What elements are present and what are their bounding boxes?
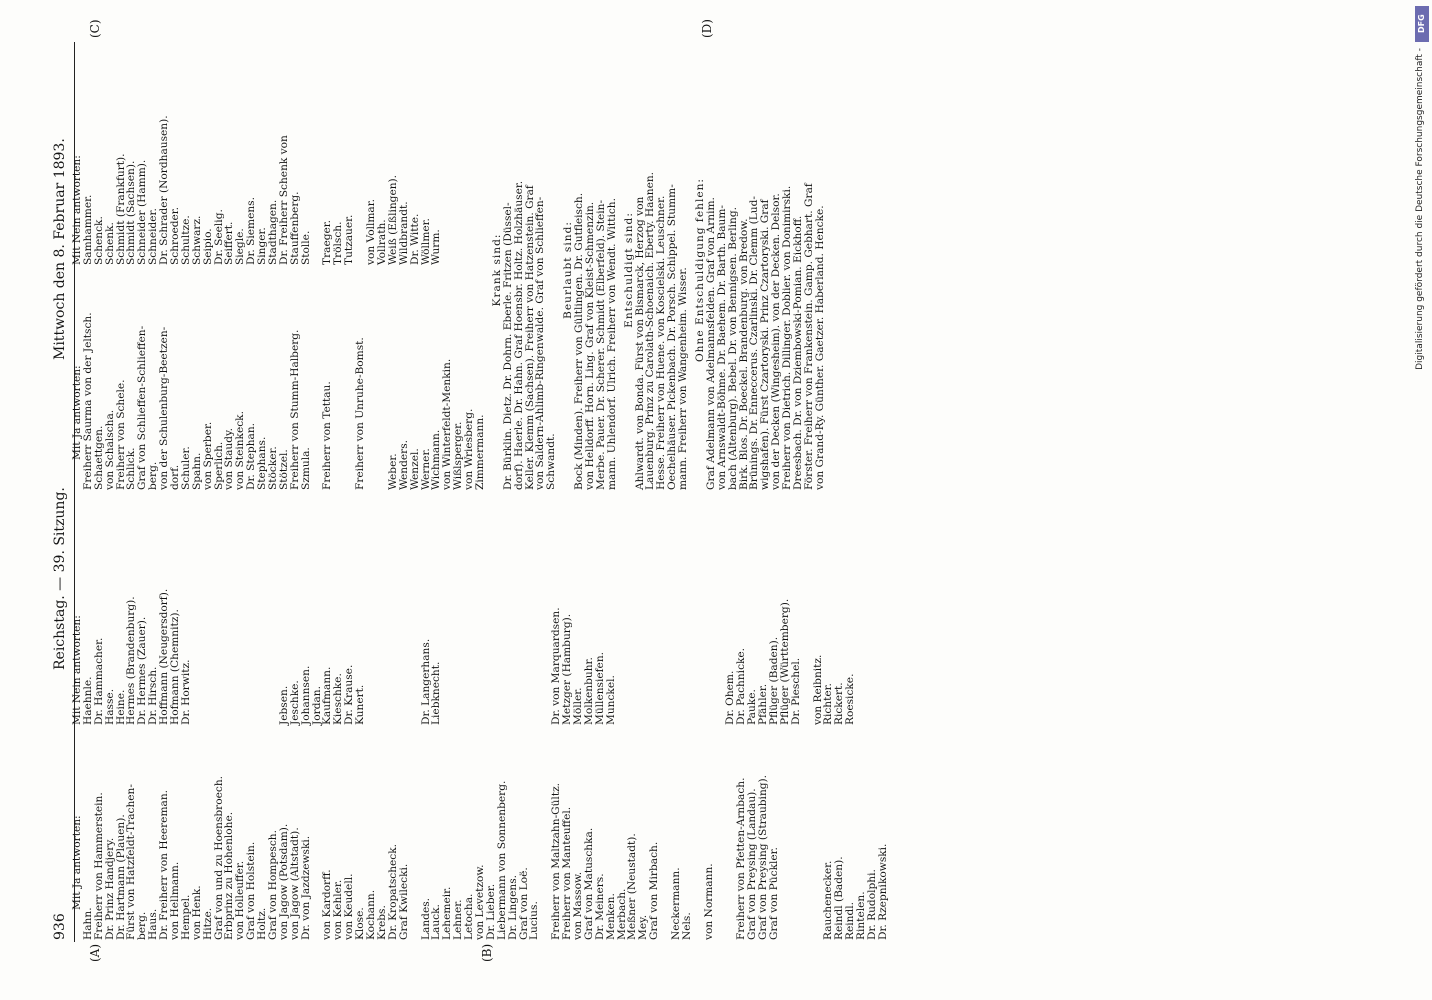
section-line: Keller. Klemm (Sachsen). Freiherr von Hatzenstein. Graf bbox=[523, 185, 536, 490]
table-row bbox=[214, 50, 225, 490]
yes-vote-name: Zimmermann. bbox=[473, 414, 486, 490]
no-vote-name: Dr. Hammacher. bbox=[92, 637, 105, 725]
yes-vote-name: Kochann. bbox=[365, 889, 378, 940]
yes-vote-name: Erbprinz zu Hohenlohe. bbox=[223, 811, 236, 940]
no-vote-name: Heine. bbox=[114, 689, 127, 725]
no-vote-name: Richter. bbox=[822, 683, 835, 725]
yes-vote-name: von Schalscha. bbox=[103, 409, 116, 490]
yes-vote-name: Dr. Lieber. bbox=[484, 883, 497, 940]
margin-marker-c: (C) bbox=[88, 19, 102, 38]
table-row bbox=[442, 520, 453, 940]
no-vote-name: Liebknecht. bbox=[430, 661, 443, 725]
yes-vote-name: Dr. von Jazdzewski. bbox=[299, 835, 312, 940]
no-vote-name: Siegle. bbox=[234, 228, 247, 265]
table-row bbox=[322, 50, 333, 490]
no-vote-name: Dr. Hermes (Zauer). bbox=[136, 616, 149, 725]
table-row bbox=[257, 50, 268, 490]
section-line: Schwandt. bbox=[545, 433, 558, 490]
page-header bbox=[52, 0, 72, 1000]
table-row bbox=[301, 520, 312, 940]
table-row bbox=[649, 520, 660, 940]
yes-vote-name: Lauck. bbox=[430, 904, 443, 940]
no-vote-name: Dr. Freiherr Schenk von bbox=[277, 135, 290, 265]
yes-vote-name: Dr. Kropatscheck. bbox=[386, 843, 399, 940]
yes-vote-name: Dr. Rudolphi. bbox=[866, 869, 879, 940]
table-row bbox=[322, 520, 333, 940]
no-vote-name: Pflüger (Baden). bbox=[768, 636, 780, 725]
yes-vote-name: Lehemeir. bbox=[441, 886, 454, 940]
yes-vote-name: Weber. bbox=[386, 453, 399, 490]
table-row bbox=[791, 520, 802, 940]
no-vote-name: Metzger (Hamburg). bbox=[561, 613, 574, 725]
yes-vote-name: Letocha. bbox=[463, 893, 476, 940]
yes-vote-name: Wichmann. bbox=[430, 429, 443, 490]
no-vote-name: Haehnle. bbox=[81, 676, 94, 725]
yes-vote-name: Dr. Hartmann (Plauen). bbox=[114, 814, 127, 940]
yes-vote-name: Stötzel. bbox=[277, 449, 290, 490]
yes-vote-name: von Holleuffer. bbox=[234, 860, 247, 940]
yes-vote-name: Freiherr von Stumm-Halberg. bbox=[288, 329, 301, 490]
no-vote-name: von Vollmar. bbox=[365, 198, 378, 265]
no-vote-name: Stadthagen. bbox=[267, 199, 280, 265]
section-line: Dreesbach. Dr. von Dziembowski-Pomian. Eickhoff. bbox=[792, 215, 804, 490]
no-vote-name: Stauffenberg. bbox=[288, 191, 301, 265]
yes-vote-name: Schaettgen. bbox=[92, 425, 105, 490]
yes-vote-name: Graf von Loë. bbox=[517, 867, 530, 940]
no-vote-name: Möller. bbox=[571, 687, 584, 725]
section-line: Ahlwardt. von Bonda. Fürst von Bismarck, Herzog von bbox=[633, 196, 646, 490]
no-vote-name: Pfähler. bbox=[757, 683, 770, 725]
yes-heading: Mit Ja antworten: bbox=[71, 815, 83, 910]
table-row bbox=[246, 50, 257, 490]
section-line: Birk. Blos. Dr. Boeckel. Brandenburg. von Bredow. bbox=[737, 218, 750, 490]
no-vote-name: Samhammer. bbox=[81, 194, 94, 265]
yes-vote-name: von Jagow (Potsdam). bbox=[277, 823, 290, 940]
table-row bbox=[181, 520, 192, 940]
no-vote-name: Molkenbuhr. bbox=[582, 657, 595, 725]
yes-vote-name: Freiherr Saurma von der Jeltsch. bbox=[81, 312, 94, 490]
table-row bbox=[878, 520, 889, 940]
yes-vote-name: Wenders. bbox=[397, 439, 410, 490]
table-row bbox=[181, 50, 192, 490]
no-vote-name: Johannsen. bbox=[299, 665, 312, 725]
no-vote-name: von Reibnitz. bbox=[811, 654, 824, 725]
yes-vote-name: Lucius. bbox=[528, 901, 541, 940]
no-vote-name: Jeschke. bbox=[288, 680, 301, 725]
section-title: Krank sind: bbox=[490, 233, 503, 307]
no-vote-name: Hasse. bbox=[103, 688, 116, 725]
no-vote-name: Pauke. bbox=[746, 689, 759, 725]
table-row bbox=[399, 50, 410, 490]
no-vote-name: Schmidt (Frankfurt). bbox=[114, 153, 127, 265]
no-vote-name: Kaufmann. bbox=[321, 666, 334, 725]
yes-vote-name: Dr. Prinz Handjery. bbox=[103, 837, 116, 940]
table-row bbox=[301, 50, 312, 490]
yes-vote-name: Graf von und zu Hoensbroech. bbox=[212, 775, 225, 940]
table-row bbox=[410, 50, 421, 490]
yes-vote-name: von Kardorff. bbox=[321, 869, 334, 940]
table-row bbox=[137, 520, 148, 940]
section-line: mann. Uhlendorf. Ulrich. Freiherr von Wendt. Wittich. bbox=[605, 198, 618, 490]
no-heading: Mit Nein antworten: bbox=[71, 615, 83, 725]
yes-vote-name: von Levetzow. bbox=[473, 864, 486, 940]
yes-vote-name: Dr. Stephan. bbox=[245, 422, 258, 490]
no-vote-name: Schneider (Hamm). bbox=[136, 159, 149, 265]
yes-vote-name: von Massow. bbox=[571, 871, 584, 940]
no-vote-name: Kunert. bbox=[354, 684, 367, 725]
yes-vote-name: Graf von Holstein. bbox=[245, 841, 258, 940]
table-row bbox=[769, 520, 780, 940]
table-row bbox=[290, 50, 301, 490]
table-row bbox=[780, 520, 791, 940]
no-vote-name: Roesicke. bbox=[844, 673, 857, 725]
no-vote-name: Singer. bbox=[256, 227, 269, 265]
table-row bbox=[475, 50, 486, 490]
yes-vote-name: Graf von Preysing (Straubing). bbox=[757, 774, 770, 940]
yes-vote-name: Stöcker. bbox=[267, 446, 280, 490]
no-vote-name: Jordan. bbox=[310, 686, 323, 725]
no-vote-name: Kieschke. bbox=[332, 673, 345, 725]
yes-vote-name: Freiherr von Hammerstein. bbox=[92, 792, 105, 940]
no-vote-name: Wöllmer. bbox=[419, 218, 432, 265]
table-row bbox=[595, 520, 606, 940]
yes-vote-name: Haus. bbox=[147, 908, 160, 940]
table-row bbox=[137, 50, 148, 490]
table-row bbox=[203, 50, 214, 490]
right-column bbox=[72, 50, 826, 490]
no-vote-name: Dr. Witte. bbox=[408, 213, 421, 265]
yes-vote-name: Graf von Pückler. bbox=[768, 847, 780, 940]
yes-vote-name: Spahn. bbox=[190, 452, 203, 490]
table-row bbox=[268, 50, 279, 490]
yes-vote-name: von Normann. bbox=[702, 863, 715, 940]
yes-vote-name: von der Schulenburg-Beetzen- bbox=[158, 326, 171, 490]
no-vote-name: Schwarz. bbox=[190, 215, 203, 265]
yes-vote-name: von Kehler. bbox=[332, 879, 345, 940]
table-row bbox=[355, 50, 366, 490]
dfg-attribution: Digitalisierung gefördert durch die Deutsche Forschungsgemeinschaft - bbox=[1415, 48, 1425, 370]
table-row bbox=[431, 520, 442, 940]
yes-vote-name: Szmula. bbox=[299, 447, 312, 490]
no-vote-name: Jebsen. bbox=[277, 685, 290, 725]
yes-vote-name: Freiherr von Maltzahn-Gültz. bbox=[550, 782, 563, 940]
no-vote-name: Dr. Pieschel. bbox=[789, 657, 802, 725]
table-row bbox=[410, 520, 421, 940]
yes-vote-name: Freiherr von Schele. bbox=[114, 379, 127, 490]
table-row bbox=[333, 50, 344, 490]
no-vote-name: Dr. Pachnicke. bbox=[735, 647, 748, 725]
margin-marker-a: (A) bbox=[88, 943, 102, 962]
yes-vote-name: Reindl. bbox=[844, 902, 857, 940]
no-vote-name: Rickert. bbox=[833, 682, 846, 725]
margin-marker-d: (D) bbox=[700, 19, 714, 38]
no-vote-name: Hermes (Brandenburg). bbox=[125, 596, 138, 725]
no-vote-name: Dr. Langerhans. bbox=[419, 638, 432, 725]
section-line: bach (Altenburg). Bebel. Dr. von Bennigsen. Berling. bbox=[726, 207, 739, 490]
no-vote-name: Dr. Horwitz. bbox=[179, 659, 192, 725]
yes-vote-name: Klose. bbox=[354, 907, 367, 940]
page-date: Mittwoch den 8. Februar 1893. bbox=[52, 138, 68, 360]
section-line: von Helldorff. Horn. Ling. Graf von Kleist-Schmenzin. bbox=[583, 201, 596, 490]
yes-vote-name: Meßner (Neustadt). bbox=[626, 833, 639, 940]
section-line: von Saldern-Ahlimb-Ringenwalde. Graf von Schlieffen- bbox=[534, 196, 547, 490]
section-line: von der Decken (Wingesheim). von der Decken. Delsor. bbox=[770, 193, 783, 490]
section-line: Brünings. Dr. Enneccerus. Czarlinski. Dr. Clemm (Lud- bbox=[748, 196, 761, 490]
yes-vote-name: Graf von Preysing (Landau). bbox=[746, 788, 759, 940]
no-vote-name: Dr. von Marquardsen. bbox=[550, 607, 563, 725]
no-vote-name: Vollrath. bbox=[375, 219, 388, 265]
column-heading-row bbox=[72, 520, 83, 940]
table-row bbox=[529, 520, 540, 940]
no-vote-name: Seiffert. bbox=[223, 221, 236, 265]
yes-vote-name: Schuler. bbox=[179, 446, 192, 490]
table-row bbox=[475, 520, 486, 940]
no-vote-name: Hoffmann (Neugersdorf). bbox=[158, 588, 171, 725]
table-row bbox=[366, 520, 377, 940]
table-row bbox=[377, 50, 388, 490]
no-vote-name: Dr. Hirsch. bbox=[147, 666, 160, 725]
table-row bbox=[834, 520, 845, 940]
section-line: Merbe. Pauer. Dr. Scherer. Schmidt (Elberfeld). Stein- bbox=[594, 199, 607, 490]
table-row bbox=[388, 50, 399, 490]
table-row bbox=[355, 520, 366, 940]
section-title: Beurlaubt sind: bbox=[562, 221, 575, 319]
yes-vote-name: Menken. bbox=[604, 893, 617, 940]
table-row bbox=[715, 520, 726, 940]
yes-vote-name: Fürst von Hatzfeldt-Trachen- bbox=[125, 784, 138, 940]
yes-vote-name: Merbach. bbox=[615, 888, 628, 940]
yes-vote-name: Holtz. bbox=[256, 907, 269, 940]
section-line: Dr. Bürklin. Dietz. Dr. Dohrn. Eberle. Fritzen (Düssel- bbox=[501, 202, 514, 490]
table-row bbox=[344, 520, 355, 940]
yes-vote-name: von Jagow (Altstadt). bbox=[288, 827, 301, 940]
table-row bbox=[170, 50, 181, 490]
table-row bbox=[627, 520, 638, 940]
page-title: Reichstag. — 39. Sitzung. bbox=[52, 487, 68, 670]
no-vote-name: Dr. Seelig. bbox=[212, 209, 225, 265]
yes-vote-name: Stephans. bbox=[256, 436, 269, 490]
no-vote-name: Schultze. bbox=[179, 215, 192, 265]
table-row bbox=[170, 520, 181, 940]
yes-vote-name: Reindl (Baden). bbox=[833, 856, 846, 940]
yes-vote-name: Liebermann von Sonnenberg. bbox=[495, 780, 508, 940]
yes-vote-name: von Henk. bbox=[190, 885, 203, 940]
section-line: Graf Adelmann von Adelmannsfelden. Graf von Arnim. bbox=[704, 197, 717, 490]
table-row bbox=[845, 520, 856, 940]
yes-vote-name: Krebs. bbox=[375, 905, 388, 940]
yes-vote-name: Dr. Lingens. bbox=[506, 874, 519, 940]
no-vote-name: Wildbrandt. bbox=[397, 201, 410, 265]
yes-vote-name: Werner. bbox=[419, 448, 432, 490]
yes-vote-name: Graf von Matuschka. bbox=[582, 827, 595, 940]
section-title: Ohne Entschuldigung fehlen: bbox=[693, 178, 706, 362]
section-line: wigshafen). Fürst Czartoryski. Prinz Czartoryski. Graf bbox=[759, 199, 772, 490]
yes-vote-name: Dr. Rzepnikowski. bbox=[876, 843, 889, 940]
no-vote-name: Schroeder. bbox=[169, 206, 182, 265]
no-vote-name: Dr. Siemens. bbox=[245, 197, 258, 265]
yes-vote-name: Graf von Schlieffen-Schlieffen- bbox=[136, 325, 149, 490]
section-line: von Arnswaldt-Böhme. Dr. Baehem. Dr. Barth. Baum- bbox=[715, 205, 728, 490]
yes-vote-name: Rauchenecker. bbox=[822, 860, 835, 940]
yes-vote-name: Graf von Mirbach. bbox=[648, 841, 661, 940]
table-row bbox=[83, 50, 94, 490]
no-vote-name: Schenck. bbox=[92, 216, 105, 265]
no-vote-name: Hofmann (Chemnitz). bbox=[169, 609, 182, 725]
table-row bbox=[802, 520, 813, 940]
table-row bbox=[421, 520, 432, 940]
section-line: Förster. Freiherr von Frankenstein. Gamp. Gebhart. Graf bbox=[802, 183, 815, 490]
yes-vote-name: berg. bbox=[136, 911, 149, 940]
no-vote-name: Dr. Ohem. bbox=[724, 670, 737, 725]
yes-vote-name: Freiherr von Unruhe-Bomst. bbox=[354, 337, 367, 490]
yes-vote-name: Rintelen. bbox=[855, 891, 868, 940]
yes-vote-name: Dr. Meiners. bbox=[593, 873, 606, 940]
no-vote-name: Müllensiefen. bbox=[593, 651, 606, 725]
yes-vote-name: Hempel. bbox=[179, 894, 192, 940]
yes-vote-name: Neckermann. bbox=[669, 867, 682, 940]
no-vote-name: Pflüger (Württemberg). bbox=[778, 598, 791, 725]
table-row bbox=[421, 50, 432, 490]
section-line: von Grand-Ry. Günther. Gaetzer. Haberland. Hencke. bbox=[813, 205, 826, 490]
no-vote-name: Schenk. bbox=[103, 222, 116, 265]
no-vote-name: Wurm. bbox=[430, 229, 443, 265]
yes-heading: Mit Ja antworten: bbox=[71, 365, 83, 460]
table-row bbox=[606, 520, 617, 940]
yes-vote-name: Mey. bbox=[637, 914, 650, 940]
no-vote-name: Trölsch. bbox=[332, 221, 345, 265]
margin-marker-b: (B) bbox=[480, 943, 494, 962]
section-line: Freiherr von Dietrich. Dillinger. Doblier. von Donimirski. bbox=[781, 185, 794, 490]
yes-vote-name: Freiherr von Pfetten-Arnbach. bbox=[735, 777, 748, 940]
no-vote-name: Dr. Schrader (Nordhausen). bbox=[158, 115, 171, 265]
yes-vote-name: Graf von Hompesch. bbox=[267, 830, 280, 940]
dfg-logo: DFG bbox=[1415, 6, 1429, 42]
table-row bbox=[366, 50, 377, 490]
no-vote-name: Traeger. bbox=[321, 219, 334, 265]
table-row bbox=[671, 520, 682, 940]
yes-vote-name: Dr. Freiherr von Heereman. bbox=[158, 789, 171, 940]
table-row bbox=[246, 520, 257, 940]
section-line: Lauenburg. Prinz zu Carolath-Schoenaich. Eberty. Haanen. bbox=[644, 171, 657, 490]
yes-vote-name: von Steinkeck. bbox=[234, 411, 247, 490]
yes-vote-name: berg. bbox=[147, 461, 160, 490]
yes-vote-name: Lehner. bbox=[452, 899, 465, 940]
table-row bbox=[399, 520, 410, 940]
yes-vote-name: Sperlich. bbox=[212, 441, 225, 490]
table-row bbox=[116, 50, 127, 490]
table-row bbox=[159, 50, 170, 490]
section-line: Hesse. Freiherr von Huene. von Koscielski. Leuschner. bbox=[655, 195, 668, 490]
page-number: 936 bbox=[52, 913, 68, 940]
yes-vote-name: Freiherr von Tettau. bbox=[321, 381, 334, 490]
yes-vote-name: von Sperber. bbox=[201, 421, 214, 490]
no-vote-name: Schmidt (Sachsen). bbox=[125, 160, 138, 265]
no-vote-name: Tutzauer. bbox=[343, 214, 356, 265]
yes-vote-name: von Staudy. bbox=[223, 428, 236, 490]
table-row bbox=[192, 520, 203, 940]
yes-vote-name: Hitze. bbox=[201, 907, 214, 940]
section-line: dorf). Haerle. Dr. Hahn. Graf Hoensbr. Holtz. Holzhäuser. bbox=[512, 180, 525, 490]
yes-vote-name: Wenzel. bbox=[408, 448, 421, 490]
no-vote-name: Seipio. bbox=[201, 228, 214, 265]
table-row bbox=[682, 520, 693, 940]
table-row bbox=[453, 520, 464, 940]
section-line: mann. Freiherr von Wangenheim. Wisser. bbox=[677, 267, 690, 490]
yes-vote-name: Freiherr von Manteuffel. bbox=[561, 806, 574, 940]
yes-vote-name: Graf Kwilecki. bbox=[397, 863, 410, 940]
left-column bbox=[72, 520, 889, 940]
yes-vote-name: Schlick. bbox=[125, 447, 138, 490]
no-heading: Mit Nein antworten: bbox=[71, 155, 83, 265]
table-row bbox=[126, 520, 137, 940]
yes-vote-name: von Wriesberg. bbox=[463, 408, 476, 490]
table-row bbox=[704, 520, 715, 940]
section-line: Bock (Minden). Freiherr von Gültlingen. Dr. Gutfleisch. bbox=[573, 192, 586, 490]
table-row bbox=[519, 520, 530, 940]
yes-vote-name: von Winterfeldt-Menkin. bbox=[441, 358, 454, 490]
yes-vote-name: Landes. bbox=[419, 897, 432, 940]
section-title: Entschuldigt sind: bbox=[622, 212, 635, 328]
no-vote-name: Dr. Krause. bbox=[343, 664, 356, 725]
no-vote-name: Weiß (Eßlingen). bbox=[386, 174, 399, 265]
no-vote-name: Schneider. bbox=[147, 208, 160, 265]
yes-vote-name: von Keudell. bbox=[343, 873, 356, 940]
no-vote-name: Munckel. bbox=[604, 675, 617, 725]
section-line: Oechelhäuser. Pickenbach. Dr. Porsch. Schippel. Stumm- bbox=[666, 184, 679, 490]
yes-vote-name: Hahn. bbox=[81, 907, 94, 940]
yes-vote-name: von Hellmann. bbox=[169, 861, 182, 940]
yes-vote-name: Wißlsperger. bbox=[452, 421, 465, 490]
yes-vote-name: dorf. bbox=[169, 464, 182, 490]
no-vote-name: Stolle. bbox=[299, 230, 312, 265]
yes-vote-name: Nels. bbox=[680, 912, 693, 940]
